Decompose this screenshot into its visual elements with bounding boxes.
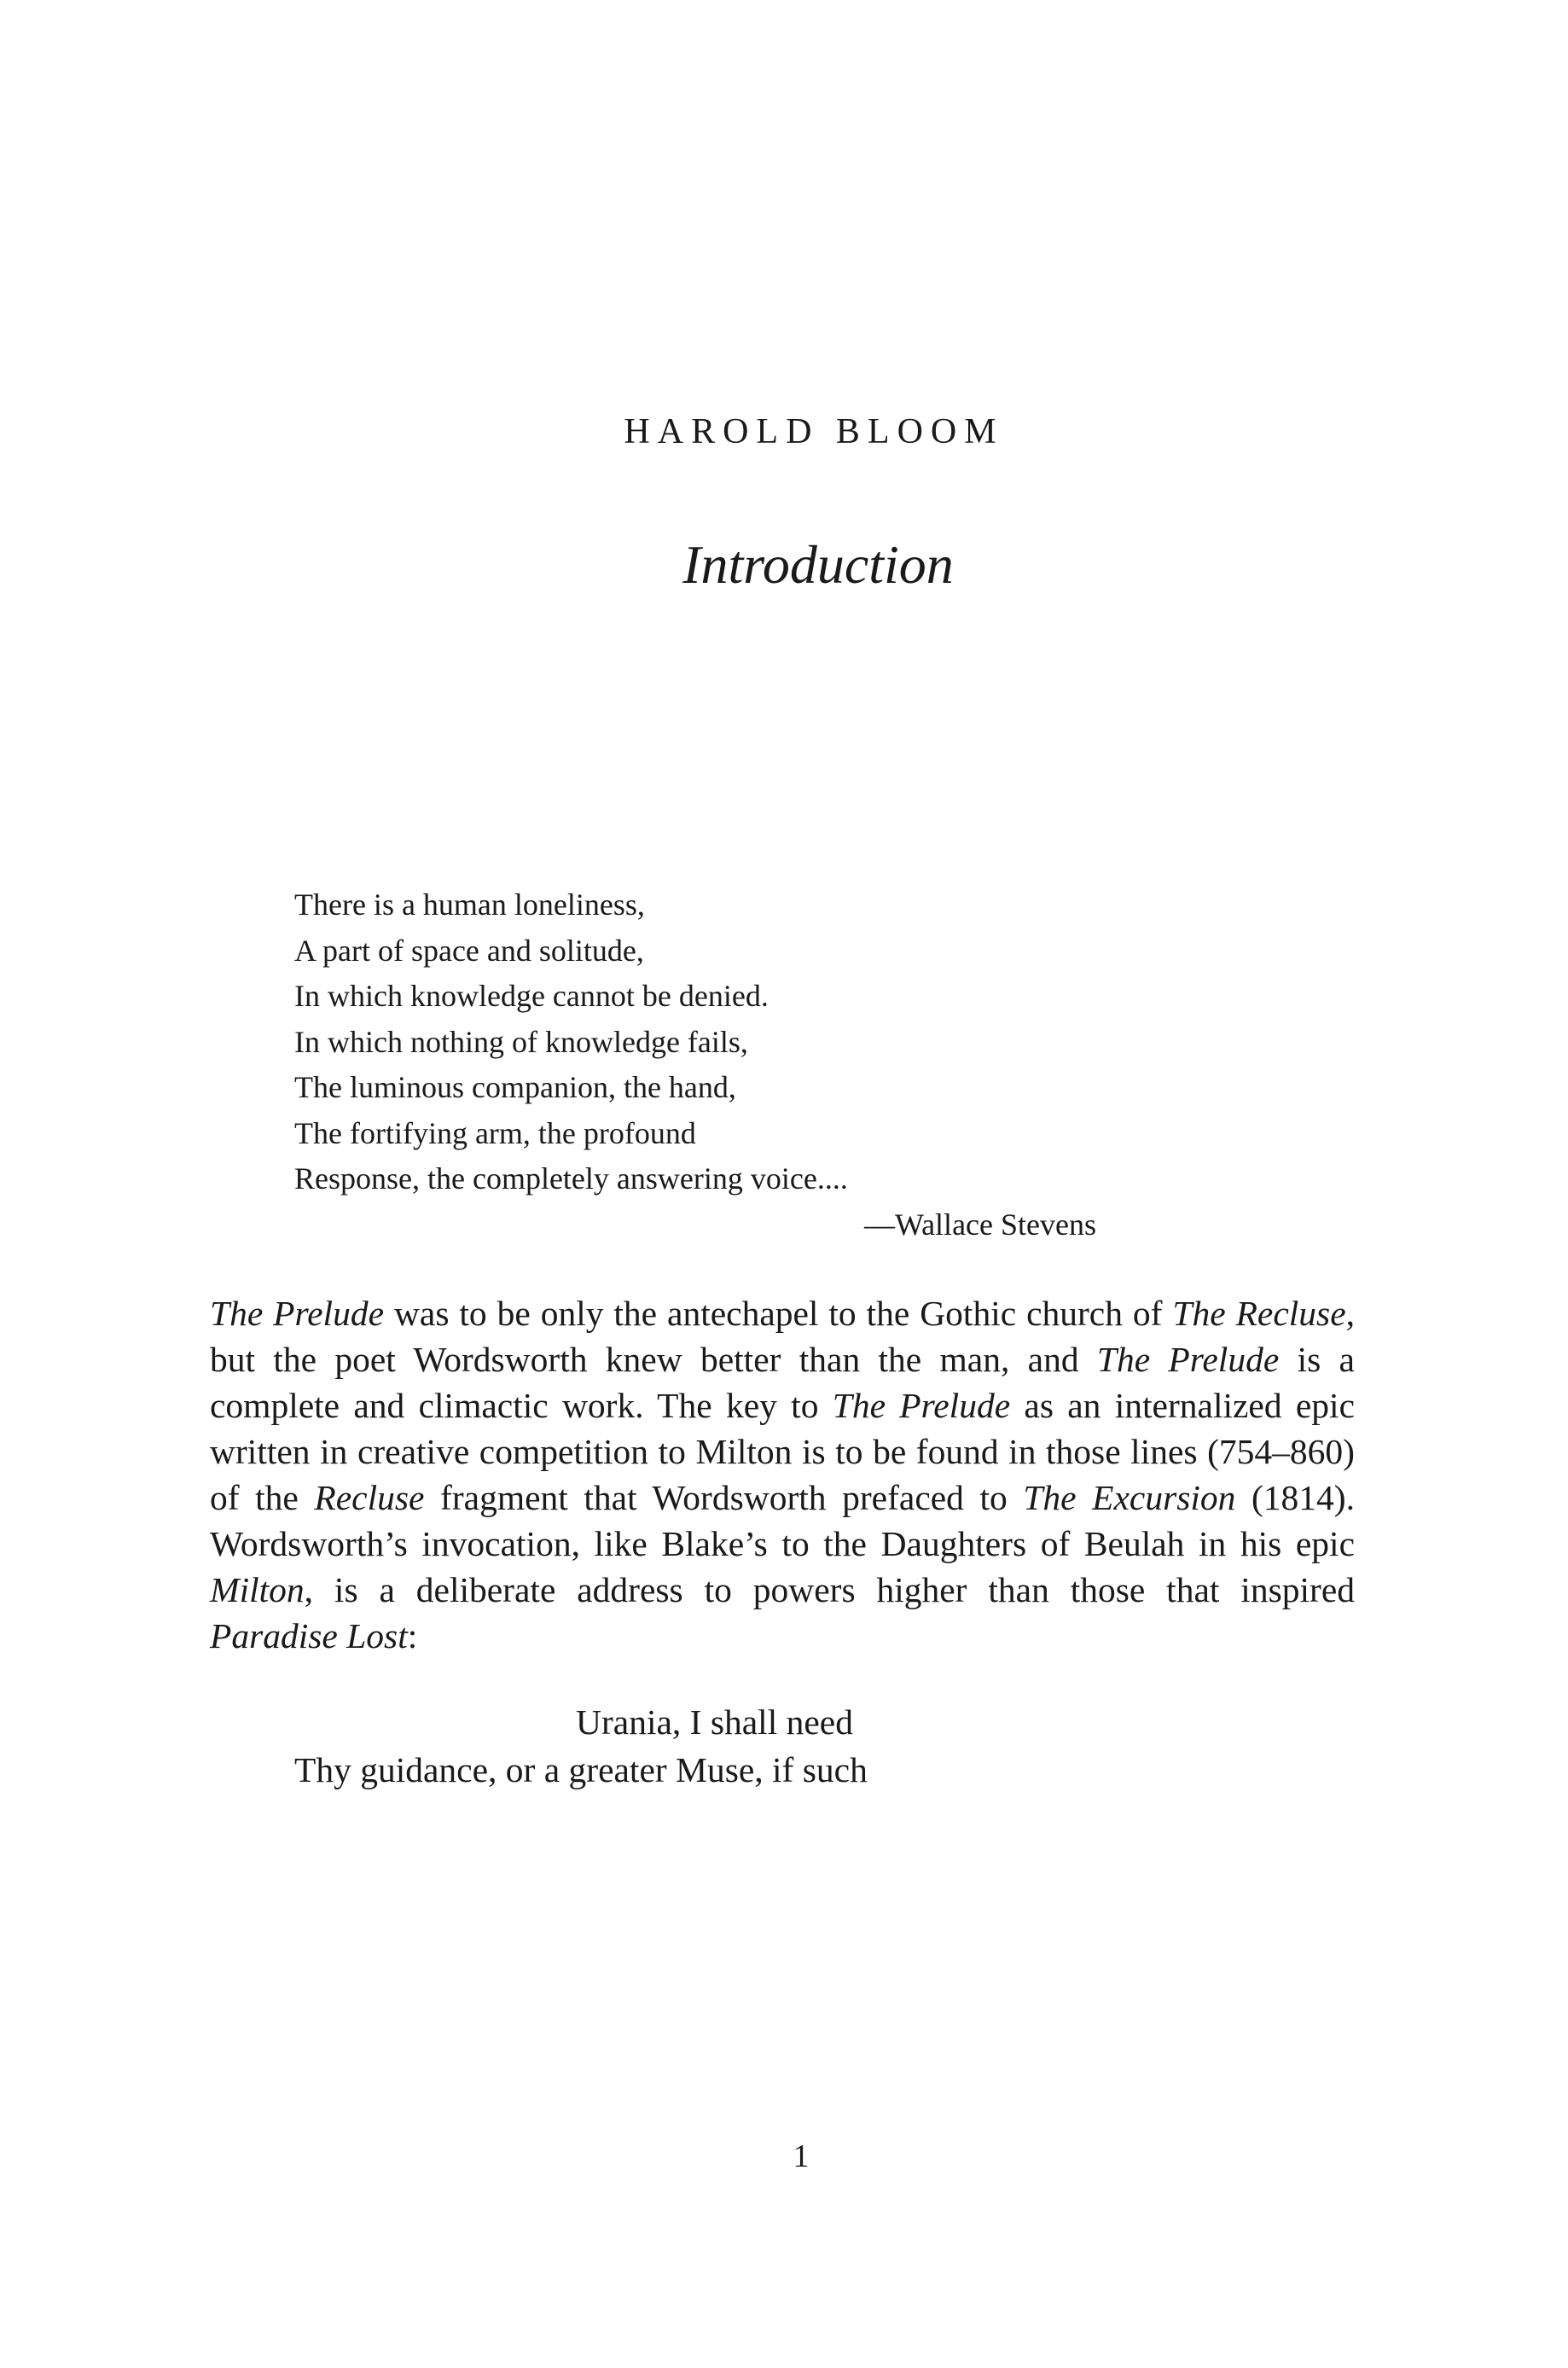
italic-title: The Prelude: [1096, 1340, 1280, 1379]
text-run: was to be only the antechapel to the Gothic church of: [384, 1294, 1173, 1333]
epigraph-line: In which knowledge cannot be denied.: [294, 979, 769, 1013]
text-run: is a complete and climactic work. The key to: [210, 1340, 1355, 1425]
epigraph-line: There is a human loneliness,: [294, 887, 645, 922]
epigraph-line: In which nothing of knowledge fails,: [294, 1024, 748, 1059]
paragraph: [210, 1290, 1355, 1659]
text-run: , but the poet Wordsworth knew better than the man, and: [210, 1294, 1355, 1379]
epigraph-attribution: —Wallace Stevens: [863, 1207, 1096, 1242]
italic-title: Recluse: [314, 1478, 425, 1517]
chapter-title: Introduction: [682, 534, 954, 595]
text-run: fragment that Wordsworth prefaced to: [424, 1478, 1024, 1517]
italic-title: The Prelude: [832, 1386, 1011, 1425]
italic-title: Paradise Lost: [210, 1616, 408, 1655]
text-run: as an internalized epic written in creative competition to Milton is to be found in those lines (754–860) of the: [210, 1386, 1355, 1517]
italic-title: The Excursion: [1023, 1478, 1236, 1517]
epigraph-line: A part of space and solitude,: [294, 933, 644, 968]
italic-title: Milton: [210, 1570, 305, 1609]
epigraph-line: Response, the completely answering voice....: [294, 1161, 848, 1196]
verse-quotation: [294, 1698, 1147, 1794]
verse-line: Urania, I shall need: [576, 1702, 853, 1742]
page-number: 1: [793, 2138, 810, 2174]
author-name: HAROLD BLOOM: [624, 412, 1004, 451]
epigraph-line: The luminous companion, the hand,: [294, 1070, 736, 1104]
epigraph-line: The fortifying arm, the profound: [294, 1115, 696, 1150]
text-run: (1814). Wordsworth’s invocation, like Blake’s to the Daughters of Beulah in his epic: [210, 1478, 1355, 1563]
italic-title: The Prelude: [210, 1294, 385, 1333]
epigraph: [294, 882, 1096, 1248]
text-run: , is a deliberate address to powers higher than those that inspired: [304, 1570, 1355, 1609]
verse-line: Thy guidance, or a greater Muse, if such: [294, 1750, 868, 1789]
text-run: :: [407, 1616, 418, 1655]
italic-title: The Recluse: [1172, 1294, 1346, 1333]
body-paragraph: [210, 1290, 1355, 1659]
